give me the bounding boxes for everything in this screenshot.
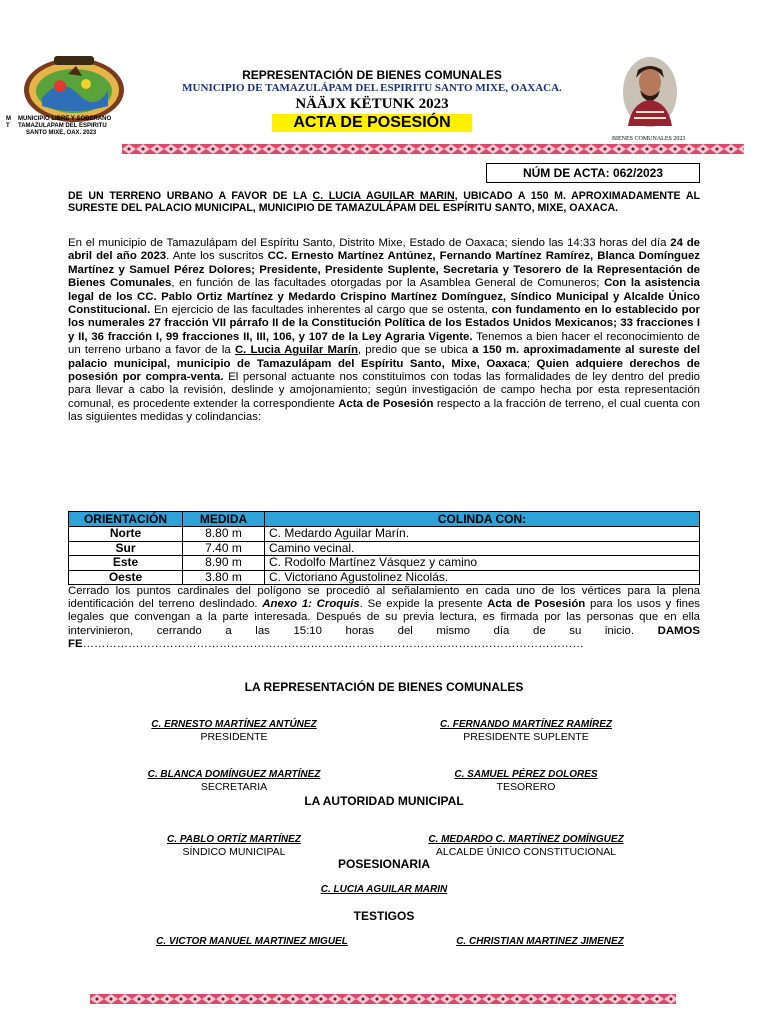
cell-adjoining: Camino vecinal. (265, 541, 700, 556)
header-municipality: MUNICIPIO DE TAMAZULÁPAM DEL ESPIRITU SANTO MIXE, OAXACA. (182, 82, 562, 94)
cell-measure: 8.80 m (183, 527, 265, 542)
signer-role: PRESIDENTE SUPLENTE (463, 731, 589, 743)
seal-letter-t: T (6, 123, 10, 129)
cell-orientation: Este (69, 556, 183, 571)
signer-name: C. LUCIA AGUILAR MARIN (320, 884, 448, 895)
closing-paragraph (68, 585, 700, 651)
cell-adjoining: C. Medardo Aguilar Marín. (265, 527, 700, 542)
cell-orientation: Oeste (69, 570, 183, 585)
body-segment: , predio que se ubica (357, 344, 473, 357)
section-testigos: TESTIGOS (353, 909, 415, 923)
intro-text-a: DE UN TERRENO URBANO A FAVOR DE LA (68, 190, 313, 202)
header-measure: MEDIDA (183, 512, 265, 527)
document-subject (68, 190, 700, 215)
signer-role: SÍNDICO MUNICIPAL (182, 846, 286, 858)
acta-number-box: NÚM DE ACTA: 062/2023 (486, 163, 700, 183)
signer-name: C. VICTOR MANUEL MARTINEZ MIGUEL (156, 936, 348, 947)
top-decorative-border (122, 144, 744, 154)
signature-block-posesionaria (234, 884, 534, 896)
body-segment: . Ante los suscritos (166, 250, 268, 263)
body-paragraph (68, 237, 700, 425)
table-row (69, 541, 700, 556)
body-segment: En el municipio de Tamazulápam del Espíritu Santo, Distrito Mixe, Estado de Oaxaca; siendo las 14:33 horas del día (68, 237, 671, 249)
body-legal-basis: con fundamento en lo establecido por los numerales 27 fracción VII párrafo II de la Constitución Política de los Estados Unidos Mexicanos; 33 fracciones I y II, 36 fracción I, 99 fracciones II, III, 106, y 107 de la Ley Agraria Vigente. (68, 304, 700, 343)
body-segment: respecto a la fracción de terreno, el cual cuenta con las siguientes medidas y colindancias: (68, 397, 701, 424)
closing-segment: Cerrado los puntos cardinales del polígono se procedió al señalamiento en cada uno de los vértices para la plena identificación del terreno deslindado. (68, 585, 700, 611)
intro-beneficiary-name: C. LUCIA AGUILAR MARIN (312, 190, 455, 202)
signer-name: C. PABLO ORTÍZ MARTÍNEZ (167, 834, 301, 845)
cell-measure: 3.80 m (183, 570, 265, 585)
signature-block-sindico (84, 834, 384, 858)
cell-orientation: Sur (69, 541, 183, 556)
table-row (69, 570, 700, 585)
section-bienes-comunales: LA REPRESENTACIÓN DE BIENES COMUNALES (244, 680, 524, 694)
body-officials: CC. Ernesto Martínez Antúnez, Fernando Martínez Ramírez, Blanca Domínguez Martínez y Samuel Pérez Dolores; Presidente, Presidente Suplente, Secretaria y Tesorero de la Representación de Bienes Comunales (68, 250, 700, 290)
cell-adjoining: C. Victoriano Agustolinez Nicolás. (265, 570, 700, 585)
signer-name: C. BLANCA DOMÍNGUEZ MARTÍNEZ (147, 769, 321, 780)
body-acquisition: Quien adquiere derechos de posesión por compra-venta. (68, 357, 700, 384)
closing-dots: …………………………………………………………………………………………………………………… (82, 637, 584, 650)
body-acta-ref: Acta de Posesión (338, 397, 434, 410)
signature-block-treasurer (376, 769, 676, 793)
signature-block-alcalde (376, 834, 676, 858)
signer-role: ALCALDE ÚNICO CONSTITUCIONAL (435, 846, 617, 858)
signature-block-witness-2 (390, 936, 690, 948)
signer-role: TESORERO (496, 781, 556, 793)
signer-name: C. SAMUEL PÉREZ DOLORES (454, 769, 598, 780)
signature-block-witness-1 (102, 936, 402, 948)
annex-reference: Anexo 1: Croquis (262, 598, 360, 611)
closing-segment: . Se expide la presente (359, 598, 488, 611)
seal-line-3: SANTO MIXE, OAX. 2023 (26, 130, 97, 136)
bottom-decorative-border (90, 994, 676, 1004)
seal-line-2: TAMAZULAPAM DEL ESPIRITU (18, 123, 107, 129)
cell-measure: 7.40 m (183, 541, 265, 556)
header-line-1: REPRESENTACIÓN DE BIENES COMUNALES (242, 68, 502, 82)
body-location: a 150 m. aproximadamente al sureste del palacio municipal, municipio de Tamazulápam del Espíritu Santo, Mixe, Oaxaca (68, 344, 700, 370)
body-date: 24 de abril del año 2023 (68, 237, 700, 263)
body-segment: El personal actuante nos constituimos con todas las formalidades de ley dentro del predio para llevar a cabo la revisión, deslinde y amojonamiento; según investigación de campo hecha por esta representación comunal, es procedente extender la correspondiente (68, 371, 700, 410)
body-assistance: Con la asistencia legal de los CC. Pablo Ortiz Martínez y Medardo Crispino Martínez Domínguez, Síndico Municipal y Alcalde Único Constitucional. (68, 277, 701, 317)
intro-text-b: , UBICADO A 150 M. APROXIMADAMENTE AL SURESTE DEL PALACIO MUNICIPAL, MUNICIPIO DE TAMAZULÁPAM DEL ESPÍRITU SANTO, MIXE, OAXACA. (68, 190, 700, 215)
section-autoridad-municipal: LA AUTORIDAD MUNICIPAL (304, 794, 464, 808)
signer-name: C. ERNESTO MARTÍNEZ ANTÚNEZ (151, 719, 317, 730)
closing-segment: para los usos y fines legales que convengan a la parte interesada. Después de su previa lectura, es firmada por las personas que en ella intervinieron, cerrando a las 15:10 horas del mismo día de su inicio. (68, 598, 701, 637)
signature-block-vice-president (376, 719, 676, 743)
cell-measure: 8.90 m (183, 556, 265, 571)
signer-name: C. CHRISTIAN MARTINEZ JIMENEZ (456, 936, 624, 947)
cell-orientation: Norte (69, 527, 183, 542)
boundaries-table (68, 511, 700, 585)
signature-block-secretary (84, 769, 384, 793)
body-beneficiary: C. Lucia Aguilar Marín (234, 344, 358, 357)
table-header-row (69, 512, 700, 527)
table-row (69, 556, 700, 571)
municipal-seal-logo (20, 54, 128, 124)
header-adjoining: COLINDA CON: (265, 512, 700, 527)
header-year-title: NÄÄJX KËTUNK 2023 (295, 96, 449, 112)
seal-line-1: MUNICIPIO LIBRE Y SOBERANO (18, 116, 112, 122)
signature-block-president (84, 719, 384, 743)
table-row (69, 527, 700, 542)
cell-adjoining: C. Rodolfo Martínez Vásquez y camino (265, 556, 700, 571)
seal-caption (6, 116, 156, 137)
body-segment: Tenemos a bien hacer el reconocimiento de un terreno urbano a favor de la (68, 330, 700, 357)
seal-letter-m: M (6, 116, 11, 122)
body-segment: ; (526, 357, 537, 370)
photo-caption: BIENES COMUNALES 2023 (612, 136, 686, 142)
header-orientation: ORIENTACIÓN (69, 512, 183, 527)
body-segment: En ejercicio de las facultades inherentes al cargo que se ostenta, (150, 304, 492, 317)
body-segment: , en función de las facultades otorgadas por la Asamblea General de Comuneros; (171, 277, 605, 290)
signer-name: C. MEDARDO C. MARTÍNEZ DOMÍNGUEZ (428, 834, 624, 845)
signer-role: PRESIDENTE (200, 731, 268, 743)
signer-role: SECRETARIA (200, 781, 268, 793)
section-posesionaria: POSESIONARIA (337, 857, 430, 871)
document-title: ACTA DE POSESIÓN (272, 114, 472, 132)
damos-fe: DAMOS FE (68, 624, 700, 650)
portrait-photo (622, 56, 678, 128)
signer-name: C. FERNANDO MARTÍNEZ RAMÍREZ (439, 719, 613, 730)
closing-acta-ref: Acta de Posesión (487, 598, 586, 611)
